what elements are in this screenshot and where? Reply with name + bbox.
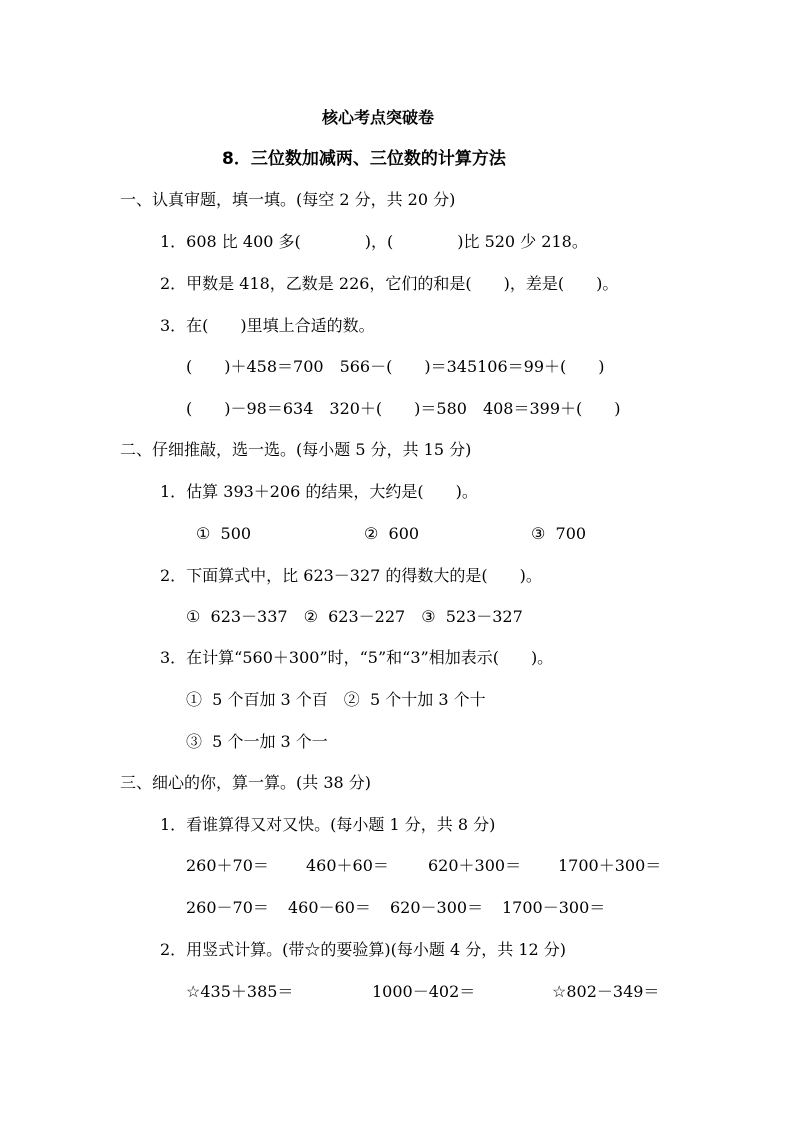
vertical-calc-item: ☆435＋385＝ <box>186 982 294 1001</box>
section-1-heading: 一、认真审题，填一填。(每空 2 分，共 20 分) <box>120 190 456 209</box>
worksheet-title: 核心考点突破卷 <box>322 108 435 127</box>
section-2-question-3: 3．在计算“560＋300”时，“5”和“3”相加表示( )。 <box>160 648 554 667</box>
worksheet-subtitle: 8．三位数加减两、三位数的计算方法 <box>222 149 506 169</box>
vertical-calc-item: ☆802－349＝ <box>552 982 660 1001</box>
section-3-question-1: 1．看谁算得又对又快。(每小题 1 分，共 8 分) <box>160 815 496 834</box>
calc-item: 260＋70＝ <box>186 856 269 875</box>
section-1-question-3: 3．在( )里填上合适的数。 <box>160 316 375 335</box>
section-1-question-3-row-1: ( )＋458＝700 566－( )＝345106＝99＋( ) <box>186 357 605 376</box>
section-3-heading: 三、细心的你，算一算。(共 38 分) <box>120 773 372 792</box>
section-3-question-2: 2．用竖式计算。(带☆的要验算)(每小题 4 分，共 12 分) <box>160 940 567 959</box>
section-2-question-1-option-a: ① 500 <box>196 524 252 543</box>
section-2-question-2-options: ① 623－337 ② 623－227 ③ 523－327 <box>186 607 523 626</box>
calc-item: 1700＋300＝ <box>558 856 662 875</box>
section-2-question-3-options-row-1: ① 5 个百加 3 个百 ② 5 个十加 3 个十 <box>186 690 486 709</box>
section-2-heading: 二、仔细推敲，选一选。(每小题 5 分，共 15 分) <box>120 440 472 459</box>
section-2-question-1-option-c: ③ 700 <box>531 524 587 543</box>
section-2-question-2: 2．下面算式中，比 623－327 的得数大的是( )。 <box>160 566 542 585</box>
section-1-question-3-row-2: ( )－98＝634 320＋( )＝580 408＝399＋( ) <box>186 399 621 418</box>
calc-item: 1700－300＝ <box>502 898 606 917</box>
calc-item: 460－60＝ <box>288 898 371 917</box>
section-1-question-1: 1．608 比 400 多( )，( )比 520 少 218。 <box>160 232 588 251</box>
calc-item: 460＋60＝ <box>306 856 389 875</box>
vertical-calc-item: 1000－402＝ <box>372 982 476 1001</box>
calc-item: 260－70＝ <box>186 898 269 917</box>
section-1-question-2: 2．甲数是 418，乙数是 226，它们的和是( )，差是( )。 <box>160 274 619 293</box>
calc-item: 620＋300＝ <box>428 856 522 875</box>
section-2-question-1: 1．估算 393＋206 的结果，大约是( )。 <box>160 482 478 501</box>
section-2-question-1-option-b: ② 600 <box>364 524 420 543</box>
calc-item: 620－300＝ <box>390 898 484 917</box>
section-2-question-3-options-row-2: ③ 5 个一加 3 个一 <box>186 732 328 751</box>
